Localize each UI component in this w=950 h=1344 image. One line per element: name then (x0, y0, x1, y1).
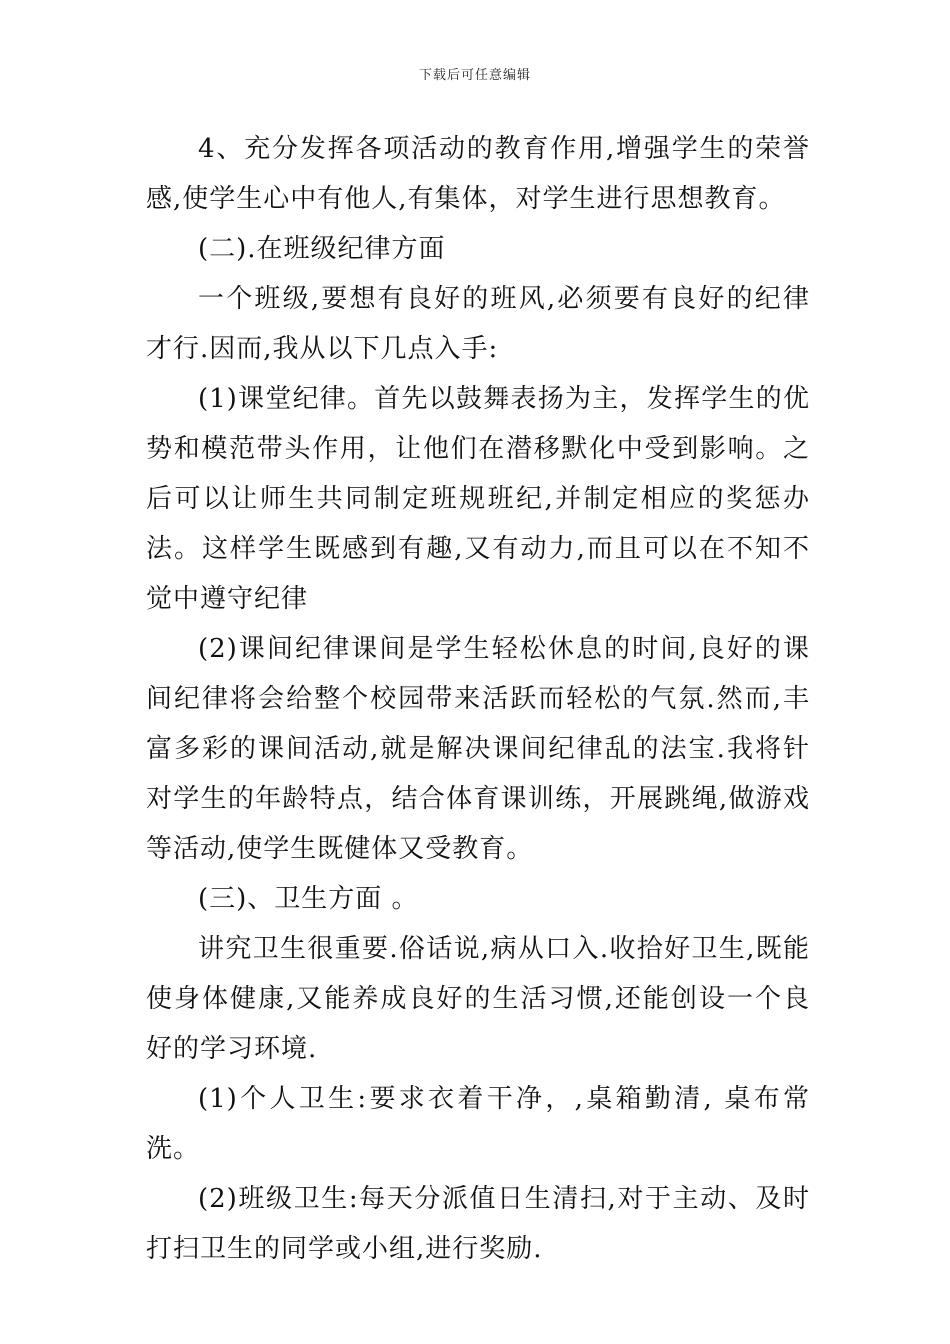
paragraph-break-discipline: (2)课间纪律课间是学生轻松休息的时间,良好的课间纪律将会给整个校园带来活跃而轻松的气氛.然而,丰富多彩的课间活动,就是解决课间纪律乱的法宝.我将针对学生的年龄特点，结合体育课训练，开展跳绳,做游戏等活动,使学生既健体又受教育。 (146, 634, 810, 864)
page-header: 下载后可任意编辑 (418, 68, 531, 83)
paragraph-classroom-discipline: (1)课堂纪律。首先以鼓舞表扬为主，发挥学生的优势和模范带头作用，让他们在潜移默化中受到影响。之后可以让师生共同制定班规班纪,并制定相应的奖惩办法。这样学生既感到有趣,又有动力,而且可以在不知不觉中遵守纪律 (146, 384, 810, 614)
section-heading-discipline: (二).在班级纪律方面 (198, 234, 446, 264)
paragraph-discipline-intro: 一个班级,要想有良好的班风,必须要有良好的纪律才行.因而,我从以下几点入手: (146, 284, 810, 364)
document-body (146, 124, 810, 1274)
paragraph-class-hygiene: (2)班级卫生:每天分派值日生清扫,对于主动、及时打扫卫生的同学或小组,进行奖励. (146, 1184, 810, 1264)
section-heading-hygiene: (三)、卫生方面 。 (198, 884, 419, 914)
paragraph-personal-hygiene: (1)个人卫生:要求衣着干净，,桌箱勤清, 桌布常洗。 (146, 1084, 810, 1164)
paragraph-activities-education: 4、充分发挥各项活动的教育作用,增强学生的荣誉感,使学生心中有他人,有集体，对学生进行思想教育。 (146, 134, 810, 214)
paragraph-hygiene-intro: 讲究卫生很重要.俗话说,病从口入.收拾好卫生,既能使身体健康,又能养成良好的生活习惯,还能创设一个良好的学习环境. (146, 934, 810, 1064)
